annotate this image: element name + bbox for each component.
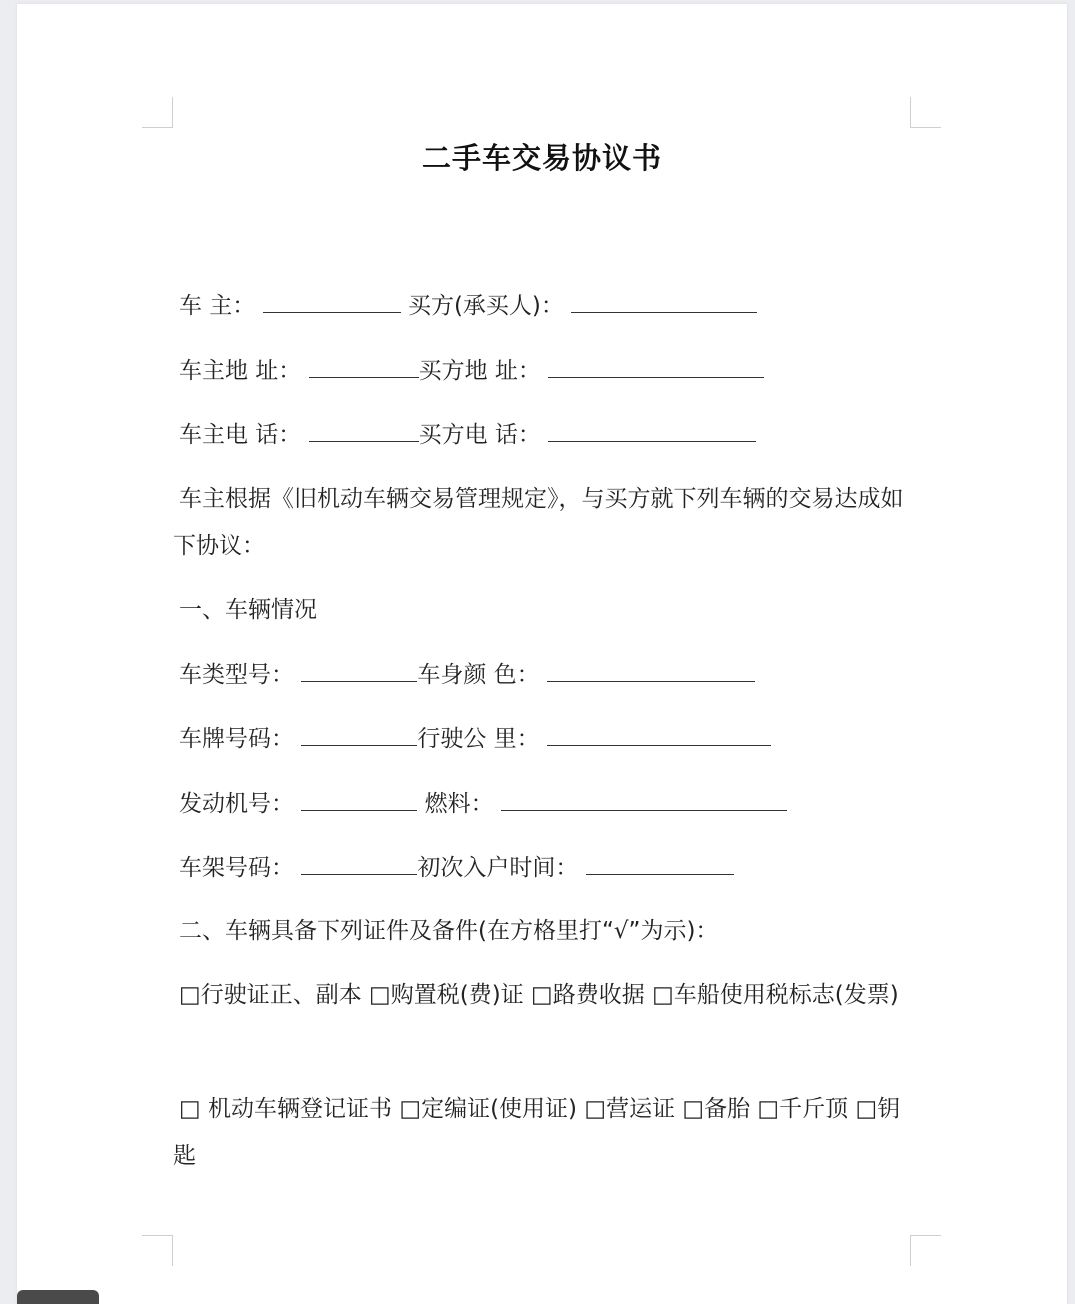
owner-phone-blank[interactable] — [309, 419, 419, 442]
line-engine-fuel — [179, 788, 787, 819]
document-title: 二手车交易协议书 — [421, 141, 662, 175]
bottom-tab[interactable] — [17, 1290, 99, 1304]
documents-checklist-row2[interactable]: □ 机动车辆登记证书 □定编证(使用证) □营运证 □备胎 □千斤顶 □钥匙 — [173, 1096, 901, 1169]
line-plate-mileage — [179, 723, 771, 754]
engine-number-label: 发动机号： — [179, 791, 294, 817]
mileage-blank[interactable] — [547, 723, 771, 746]
document-page — [17, 4, 1067, 1304]
buyer-address-label: 买方地 址： — [418, 358, 541, 384]
owner-blank[interactable] — [263, 290, 401, 313]
mileage-label: 行驶公 里： — [417, 726, 540, 752]
buyer-phone-blank[interactable] — [548, 419, 756, 442]
body-color-label: 车身颜 色： — [417, 662, 540, 688]
buyer-phone-label: 买方电 话： — [418, 422, 541, 448]
owner-address-blank[interactable] — [309, 355, 419, 378]
buyer-address-blank[interactable] — [548, 355, 764, 378]
plate-number-blank[interactable] — [301, 723, 417, 746]
intro-paragraph: 车主根据《旧机动车辆交易管理规定》，与买方就下列车辆的交易达成如下协议： — [173, 486, 904, 559]
line-phones — [179, 419, 756, 450]
crop-mark-bottom-right — [910, 1235, 941, 1266]
car-model-blank[interactable] — [301, 659, 417, 682]
plate-number-label: 车牌号码： — [179, 726, 294, 752]
engine-number-blank[interactable] — [301, 788, 417, 811]
crop-mark-top-right — [910, 97, 941, 128]
fuel-label: 燃料： — [424, 791, 494, 817]
line-frame-registration — [179, 852, 734, 883]
section-documents-heading: 二、车辆具备下列证件及备件(在方格里打“√”为示)： — [179, 918, 719, 944]
buyer-label: 买方(承买人)： — [407, 293, 564, 319]
body-color-blank[interactable] — [547, 659, 755, 682]
first-registration-blank[interactable] — [586, 852, 734, 875]
line-addresses — [179, 355, 764, 386]
section-vehicle-heading: 一、车辆情况 — [179, 597, 317, 623]
line-model-color — [179, 659, 755, 690]
frame-number-label: 车架号码： — [179, 855, 294, 881]
first-registration-label: 初次入户时间： — [417, 855, 579, 881]
owner-address-label: 车主地 址： — [179, 358, 302, 384]
line-owner-buyer — [179, 290, 757, 321]
owner-label: 车 主： — [179, 293, 256, 319]
fuel-blank[interactable] — [501, 788, 787, 811]
car-model-label: 车类型号： — [179, 662, 294, 688]
buyer-blank[interactable] — [571, 290, 757, 313]
crop-mark-top-left — [142, 97, 173, 128]
crop-mark-bottom-left — [142, 1235, 173, 1266]
owner-phone-label: 车主电 话： — [179, 422, 302, 448]
documents-checklist-row1[interactable]: □行驶证正、副本 □购置税(费)证 □路费收据 □车船使用税标志(发票) — [179, 982, 899, 1008]
frame-number-blank[interactable] — [301, 852, 417, 875]
